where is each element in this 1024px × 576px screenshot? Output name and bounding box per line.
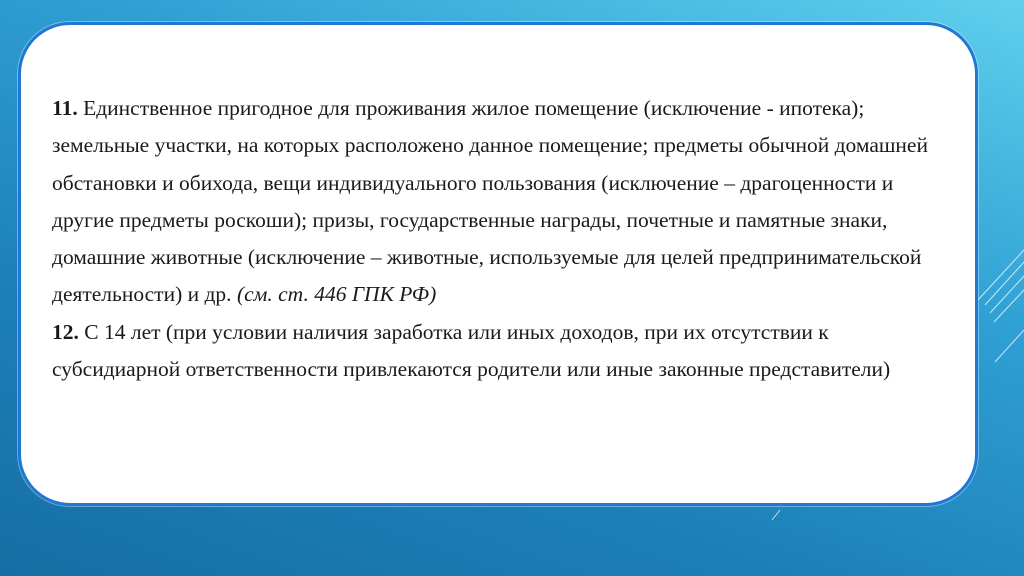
deco-line	[772, 510, 780, 520]
deco-line	[990, 276, 1024, 313]
item-text: Единственное пригодное для проживания жилое помещение (исключение - ипотека); земельные участки, на которых расположено данное помещение; предметы обычной домашней обстановки и обихода, вещи индивидуального пользования (исключение – драгоценности и другие предметы роскоши); призы, государственные награды, почетные и памятные знаки, домашние животные (исключение – животные, используемые для целей предпринимательской деятельности) и др.	[52, 96, 928, 307]
legal-reference: (см. ст. 446 ГПК РФ)	[236, 282, 437, 307]
deco-line	[985, 262, 1024, 305]
content-text	[52, 90, 932, 388]
item-number: 12.	[52, 319, 79, 344]
paragraph-item-12	[52, 314, 932, 389]
deco-line	[978, 250, 1024, 300]
item-number: 11.	[52, 96, 78, 120]
deco-line	[994, 290, 1024, 322]
paragraph-item-11	[52, 90, 932, 314]
item-text: С 14 лет (при условии наличия заработка или иных доходов, при их отсутствии к субсидиарной ответственности привлекаются родители или иные законные представители)	[52, 319, 891, 382]
deco-line	[995, 330, 1024, 362]
